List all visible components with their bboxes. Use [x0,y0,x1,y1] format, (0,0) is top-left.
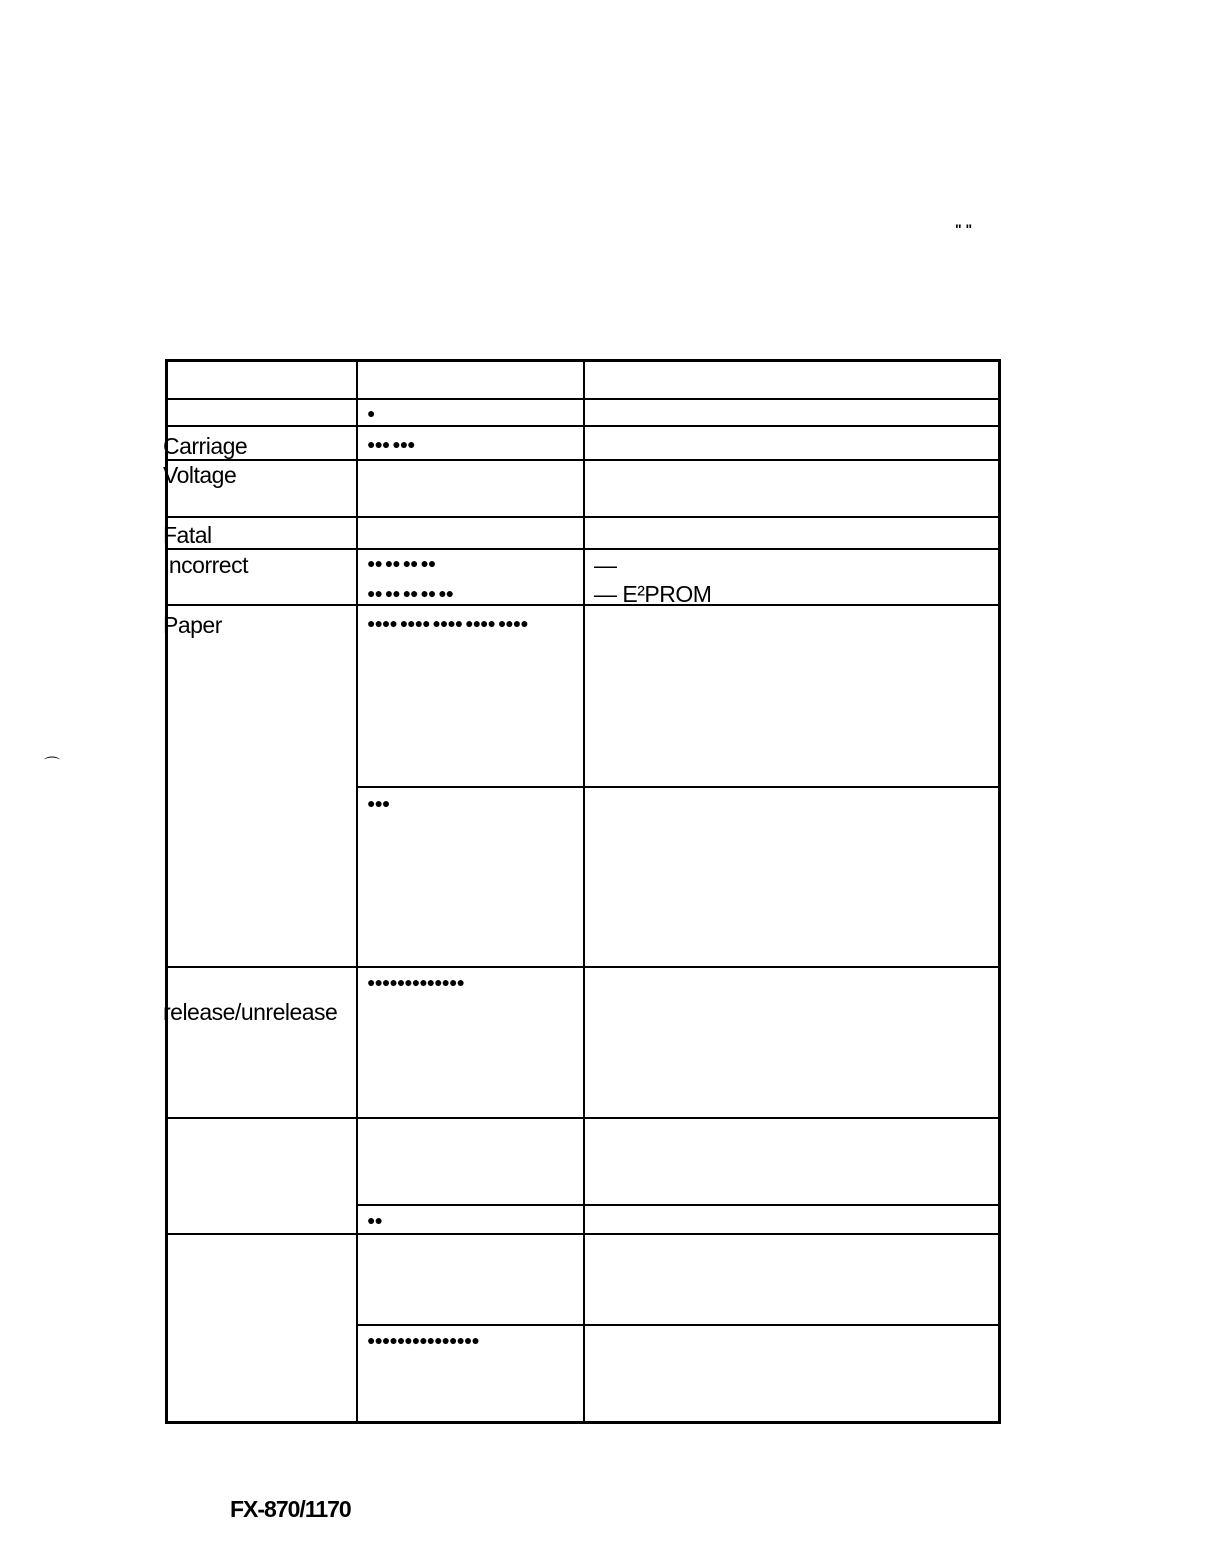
note-incorrect-2: — E²PROM [594,581,712,607]
footer-model: FX-870/1170 [230,1496,351,1522]
row-divider [166,398,1001,400]
beep-pattern-release: ●●●●●●●●●●●●● [367,974,464,990]
row-label-paper: Paper [163,612,222,638]
row-label-incorrect: Incorrect [163,552,248,578]
beep-pattern-carriage: ●●● ●●● [367,436,415,452]
row-label-voltage: Voltage [163,462,237,488]
beep-pattern-paper-2: ●●● [367,795,390,811]
beep-pattern-last: ●●●●●●●●●●●●●●● [367,1332,479,1348]
row-label-fatal: Fatal [163,522,212,548]
row-divider [166,548,1001,550]
table-border-left [165,359,168,1424]
beep-pattern-incorrect-2: ●● ●● ●● ●● ●● [367,585,454,601]
row-label-carriage: Carriage [163,433,248,459]
beep-pattern-incorrect-1: ●● ●● ●● ●● [367,555,436,571]
edge-mark: ⌒ [44,757,61,774]
sub-row-divider [356,1324,1001,1326]
note-incorrect-1: — [594,552,617,578]
quote-marks: " " [955,221,973,237]
sub-row-divider [356,786,1001,788]
beep-pattern-paper-1: ●●●● ●●●● ●●●● ●●●● ●●●● [367,615,528,631]
column-divider-1 [356,359,358,1424]
beep-pattern-double: ●● [367,1212,382,1228]
table-border-right [998,359,1001,1424]
row-divider [166,1233,1001,1235]
row-divider [166,516,1001,518]
row-divider [166,425,1001,427]
beep-pattern-single: ● [367,405,375,421]
row-label-release: release/unrelease [163,999,338,1025]
column-divider-2 [583,359,585,1424]
row-divider [166,1117,1001,1119]
row-divider [166,604,1001,606]
row-divider [166,459,1001,461]
sub-row-divider [356,1204,1001,1206]
row-divider [166,966,1001,968]
